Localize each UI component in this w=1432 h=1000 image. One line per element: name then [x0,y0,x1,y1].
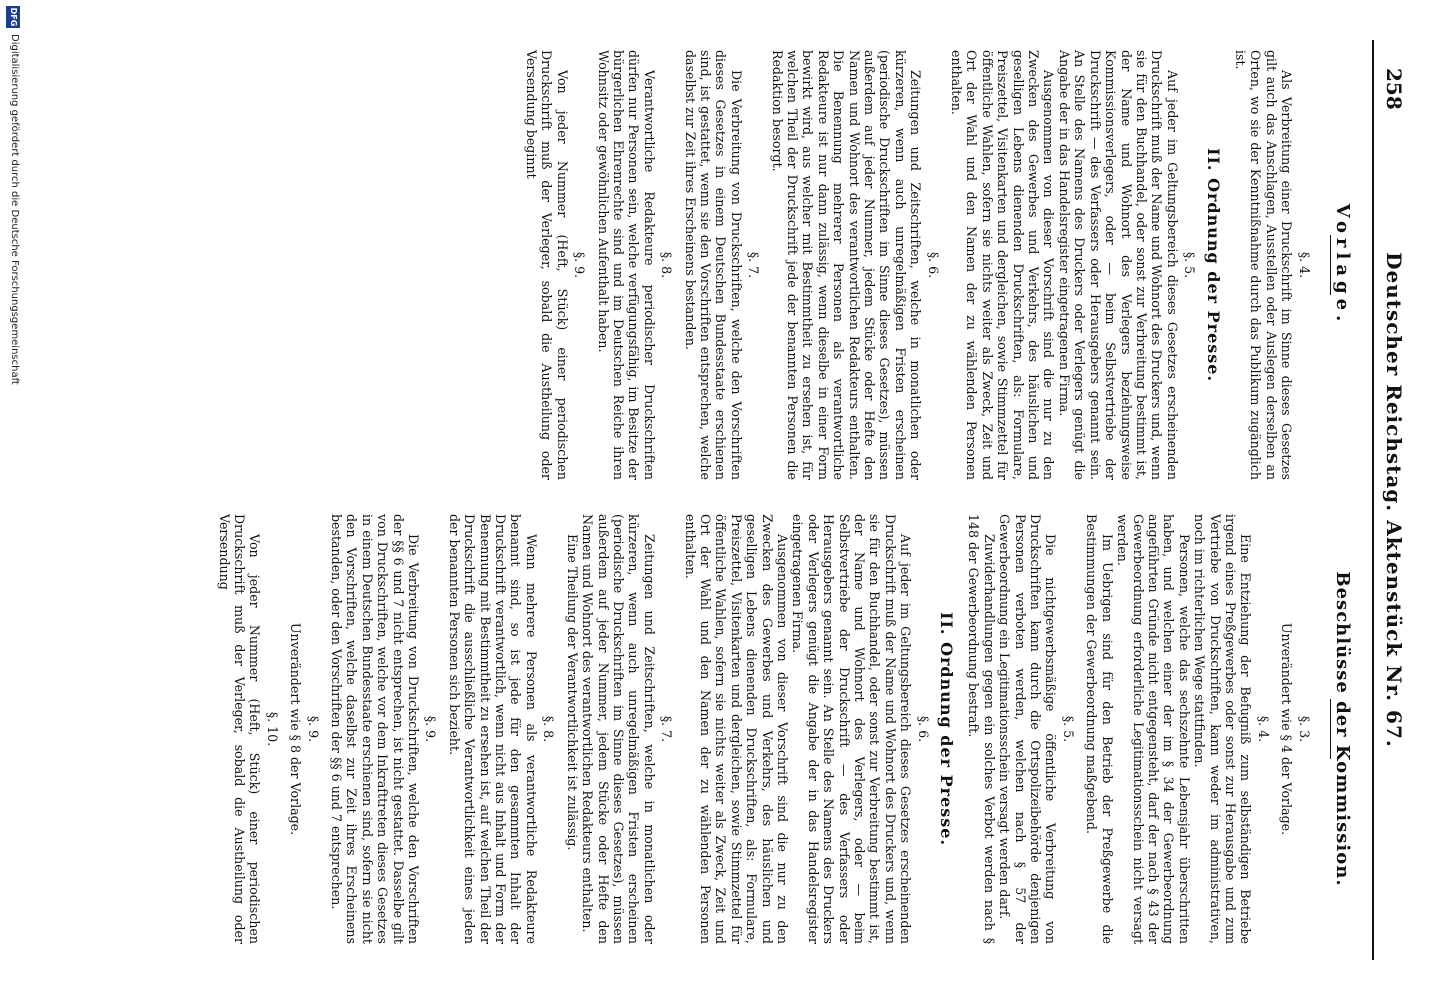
section-heading: §. 7. [659,715,675,743]
paragraph: Die Verbreitung von Druckschriften, welche den Vorschriften dieses Gesetzes in einem Deutschen Bundesstaate erschienen sind, ist gestattet, wenn sie den Vorschriften entsprechen, welche daselbst zur Zeit ihres Erscheinens bestanden. [682,50,744,480]
section-heading: §. 7. [746,251,762,279]
paragraph: Von jeder Nummer (Heft, Stück) einer periodischen Druckschrift muß der Verleger, sobald die Austheilung oder Versendung beginnt [523,50,570,480]
paragraph: Ausgenommen von dieser Vorschrift sind die nur zu den Zwecken des Gewerbes und Verkehrs, des häuslichen und geselligen Lebens dienenden Druckschriften, als: Formulare, Preiszettel, Visitenkarten und dergleichen, sowie Stimmzettel für öffentliche Wahlen, sofern sie nichts weiter als Zweck, Zeit und Ort der Wahl und den Namen der zu wählenden Personen enthalten. [682,514,790,944]
paragraph: Zeitungen und Zeitschriften, welche in monatlichen oder kürzeren, wenn auch unregelmäßigen Fristen erscheinen (periodische Druckschriften im Sinne dieses Gesetzes), müssen außerdem auf jeder Nummer, jedem Stücke oder Hefte den Namen und Wohnort des verantwortlichen Redakteurs enthalten. [580,514,657,944]
paragraph: Ausgenommen von dieser Vorschrift sind die nur zu den Zwecken des Gewerbes und Verkehrs, des häuslichen und geselligen Lebens dienenden Druckschriften, als: Formulare, Preiszettel, Visitenkarten und dergleichen, sowie Stimmzettel für öffentliche Wahlen, sofern sie nichts weiter als Zweck, Zeit und Ort der Wahl und den Namen der zu wählenden Personen enthalten. [949,50,1057,480]
section-heading: §. 4. [1296,251,1312,279]
column-beschluesse [216,514,1354,944]
section-heading: §. 8. [659,251,675,279]
section-heading: §. 4. [1255,715,1271,743]
dfg-logo: DFG [6,6,20,28]
journal-title: Deutscher Reichstag. Aktenstück Nr. 67. [1382,252,1406,748]
section-heading: §. 3. [1296,715,1312,743]
section-heading: §. 10. [264,711,280,747]
paragraph: Von jeder Nummer (Heft, Stück) einer periodischen Druckschrift muß der Verleger, sobald die Austheilung oder Versendung [216,514,263,944]
column-vorlage [524,50,1355,480]
running-head [1354,40,1414,960]
column-title: Beschlüsse der Kommission. [1332,571,1353,887]
section-heading: §. 6. [925,251,941,279]
paragraph: Auf jeder im Geltungsbereich dieses Gesetzes erscheinenden Druckschrift muß der Name und Wohnort des Druckers und, wenn sie für den Buchhandel, oder sonst zur Verbreitung bestimmt ist, der Name und Wohnort des Verlegers beziehungsweise Kommissionsverlegers, oder — beim Selbstvertriebe der Druckschrift — des Verfassers oder Herausgebers genannt sein. An Stelle des Namens des Druckers oder Verlegers genügt die Angabe der in das Handelsregister eingetragenen Firma. [1056,50,1180,480]
section-heading: §. 9. [572,251,588,279]
paragraph: Im Uebrigen sind für den Betrieb der Preßgewerbe die Bestimmungen der Gewerbeordnung maßgebend. [1084,514,1115,944]
title-rule [1330,235,1331,295]
section-heading: §. 8. [541,715,557,743]
paragraph: Eine Theilung der Verantwortlichkeit ist zulässig. [564,534,580,851]
section-heading: §. 5. [1060,715,1076,743]
section-list [216,514,1311,944]
unchanged-note: Unverändert wie § 4 der Vorlage. [1279,622,1295,836]
column-title: Vorlage. [1332,203,1353,327]
paragraph: Zeitungen und Zeitschriften, welche in monatlichen oder kürzeren, wenn auch unregelmäßigen Fristen erscheinen (periodische Druckschriften im Sinne dieses Gesetzes), müssen außerdem auf jeder Nummer, jedem Stücke oder Hefte den Namen und Wohnort des verantwortlichen Redakteurs enthalten. Die Benennung mehrerer Personen als verantwortliche Redakteure ist nur dann zulässig, wenn dieselbe in einer Form bewirkt wird, aus welcher mit Bestimmtheit zu ersehen ist, für welchen Theil der Druckschrift jede der benannten Personen die Redaktion besorgt. [769,50,924,480]
title-rule [1330,699,1331,759]
digitization-footer [2,0,24,1000]
part-heading: II. Ordnung der Presse. [1203,147,1223,383]
section-heading: §. 9. [305,715,321,743]
paragraph: Wenn mehrere Personen als verantwortliche Redakteure benannt sind, so ist jede für den gesammten Inhalt der Druckschrift verantwortlich, wenn nicht aus Inhalt und Form der Benennung mit Bestimmtheit zu ersehen ist, auf welchen Theil der Druckschrift die ausschließliche Verantwortlichkeit eines jeden der benannten Personen sich bezieht. [446,514,539,944]
paragraph: Die nichtgewerbsmäßige öffentliche Verbreitung von Druckschriften kann durch die Ortspolizeibehörde denjenigen Personen verboten werden, welchen nach § 57 der Gewerbeordnung ein Legitimationsschein versagt werden darf. [997,514,1059,944]
footer-credit: Digitalisierung gefördert durch die Deutsche Forschungsgemeinschaft [9,34,20,385]
paragraph: Auf jeder im Geltungsbereich dieses Gesetzes erscheinenden Druckschrift muß der Name und Wohnort des Druckers und, wenn sie für den Buchhandel, oder sonst zur Verbreitung bestimmt ist, der Name und Wohnort des Verlegers, oder — beim Selbstvertriebe der Druckschrift — des Verfassers oder Herausgebers genannt sein. An Stelle des Namens des Druckers oder Verlegers genügt die Angabe der in das Handelsregister eingetragenen Firma. [790,514,914,944]
section-heading: §. 9. [423,715,439,743]
section-heading: §. 6. [915,715,931,743]
paragraph: Verantwortliche Redakteure periodischer Druckschriften dürfen nur Personen sein, welche verfügungsfähig, im Besitze der bürgerlichen Ehrenrechte sind und im Deutschen Reiche ihren Wohnsitz oder gewöhnlichen Aufenthalt haben. [595,50,657,480]
part-heading: II. Ordnung der Presse. [937,611,957,847]
page-number: 258 [1382,68,1406,110]
paragraph: Personen, welche das sechszehnte Lebensjahr überschritten haben, und welchen einer der im § 34 der Gewerbeordnung angeführten Gründe nicht entgegensteht, darf der nach § 43 der Gewerbeordnung erforderliche Legitimationsschein nicht versagt werden. [1115,514,1192,944]
paragraph: Die Verbreitung von Druckschriften, welche den Vorschriften der §§ 6 und 7 nicht entsprechen, ist nicht gestattet. Dasselbe gilt von Druckschriften, welche vor dem Inkrafttreten dieses Gesetzes in einem Deutschen Bundesstaate erschienen sind, sofern sie nicht den Vorschriften, welche daselbst zur Zeit ihres Erscheinens bestanden, oder den Vorschriften der §§ 6 und 7 entsprechen. [329,514,422,944]
paragraph: Eine Entziehung der Befugniß zum selbständigen Betriebe irgend eines Preßgewerbes oder sonst zur Herausgabe und zum Vertriebe von Druckschriften, kann weder im administrativen, noch im richterlichen Wege stattfinden. [1192,514,1254,944]
paragraph: Zuwiderhandlungen gegen ein solches Verbot werden nach § 148 der Gewerbeordnung bestraft. [966,514,997,944]
unchanged-note: Unverändert wie § 8 der Vorlage. [288,622,304,836]
section-heading: §. 5. [1182,251,1198,279]
section-list [524,50,1312,480]
header-rule [1372,40,1374,960]
paragraph: Als Verbreitung einer Druckschrift im Sinne dieses Gesetzes gilt auch das Anschlagen, Ausstellen oder Auslegen derselben an Orten, wo sie der Kenntnißnahme durch das Publikum zugänglich ist. [1232,50,1295,480]
